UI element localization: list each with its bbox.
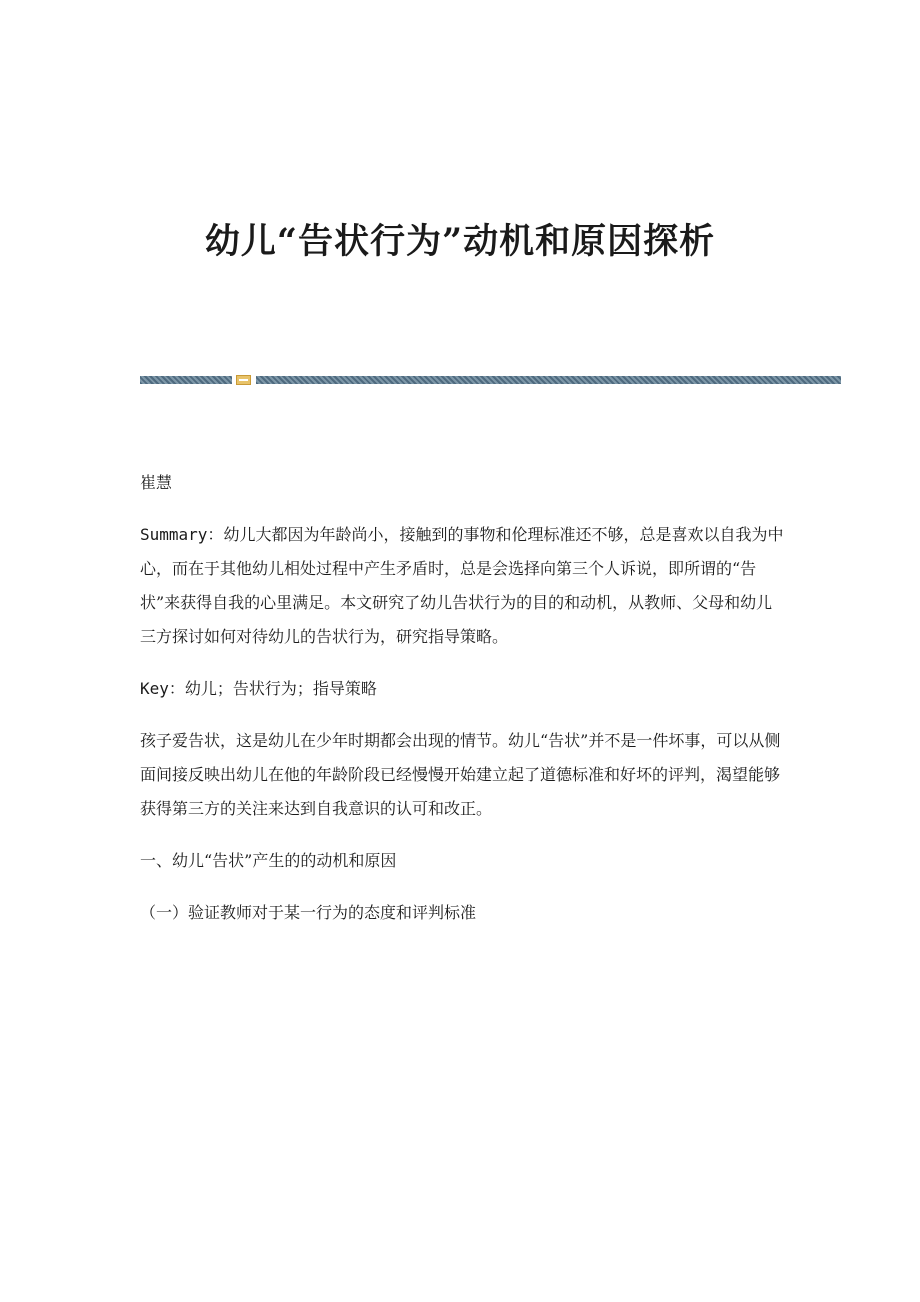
divider-bar-left [140,376,232,384]
summary-text: 幼儿大都因为年龄尚小，接触到的事物和伦理标准还不够，总是喜欢以自我为中心，而在于其他幼儿相处过程中产生矛盾时，总是会选择向第三个人诉说，即所谓的“告状”来获得自我的心里满足。本文研究了幼儿告状行为的目的和动机，从教师、父母和幼儿三方探讨如何对待幼儿的告状行为，研究指导策略。 [140,525,784,646]
subsection-heading: （一）验证教师对于某一行为的态度和评判标准 [140,903,477,922]
divider-bar-right [256,376,841,384]
author-name: 崔慧 [140,473,173,492]
section-heading: 一、幼儿“告状”产生的的动机和原因 [140,851,397,870]
document-title: 幼儿“告状行为”动机和原因探析 [204,221,716,262]
keywords-text: 幼儿；告状行为；指导策略 [184,679,377,698]
intro-paragraph: 孩子爱告状，这是幼儿在少年时期都会出现的情节。幼儿“告状”并不是一件坏事，可以从侧面间接反映出幼儿在他的年龄阶段已经慢慢开始建立起了道德标准和好坏的评判，渴望能够获得第三方的关注来达到自我意识的认可和改正。 [140,731,781,818]
summary-paragraph [140,518,785,654]
document-body [140,466,785,948]
keywords-paragraph [140,672,785,706]
keywords-label: Key： [140,679,185,698]
title-divider [140,375,841,385]
divider-ornament-icon [236,375,251,385]
summary-label: Summary： [140,525,224,544]
